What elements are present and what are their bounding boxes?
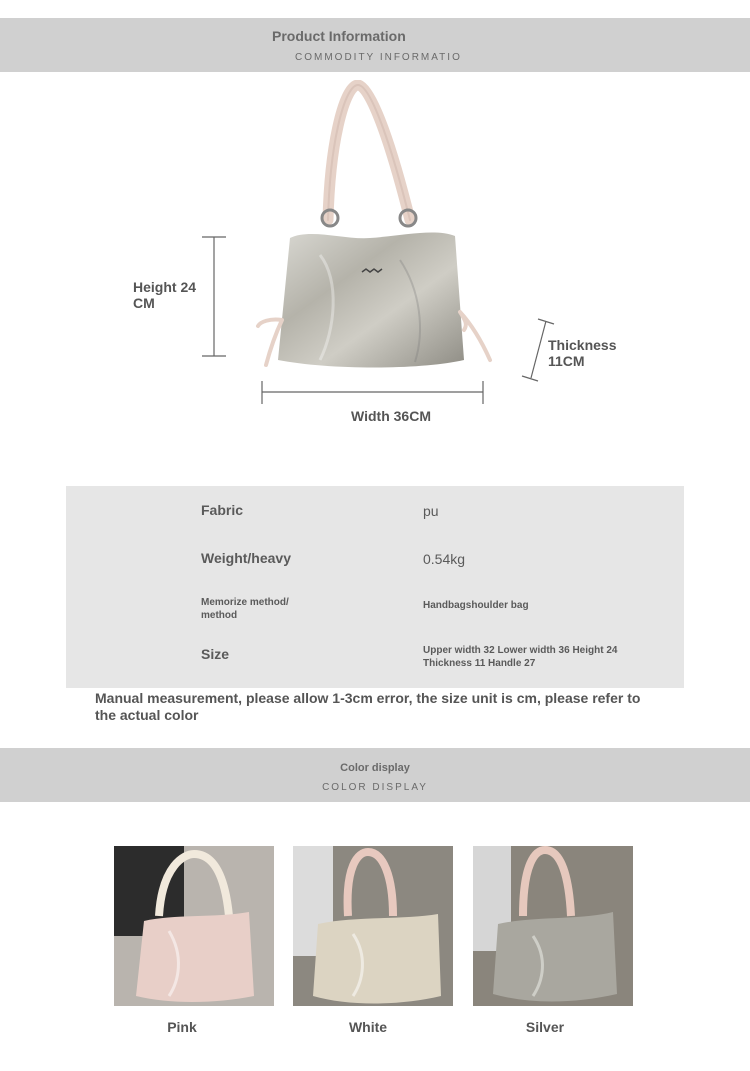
spec-value-fabric: pu [423, 503, 439, 519]
color-swatch-white[interactable] [293, 846, 453, 1006]
height-label: Height 24 CM [133, 279, 197, 311]
color-display-banner [0, 748, 750, 802]
color-label-silver: Silver [525, 1019, 565, 1035]
color-label-white: White [348, 1019, 388, 1035]
color-label-pink: Pink [167, 1019, 197, 1035]
section-title: Color display [340, 762, 410, 774]
spec-key-method: Memorize method/ method [201, 597, 289, 621]
measurement-note: Manual measurement, please allow 1-3cm error, the size unit is cm, please refer to the actual color [95, 690, 641, 723]
color-swatch-pink[interactable] [114, 846, 274, 1006]
spec-value-weight: 0.54kg [423, 551, 466, 567]
spec-key-fabric: Fabric [201, 502, 244, 518]
spec-value-method: Handbagshoulder bag [423, 600, 529, 611]
section-title: Product Information [272, 28, 406, 44]
width-label: Width 36CM [351, 408, 431, 424]
section-subtitle: COLOR DISPLAY [322, 782, 428, 793]
thickness-dimension-line [531, 321, 546, 378]
spec-value-size: Upper width 32 Lower width 36 Height 24 Thickness 11 Handle 27 [423, 645, 618, 669]
spec-table [66, 486, 684, 688]
bag-product-image [250, 80, 500, 380]
product-info-banner [0, 18, 750, 72]
color-swatch-silver[interactable] [473, 846, 633, 1006]
section-subtitle: COMMODITY INFORMATIO [295, 52, 462, 63]
spec-key-size: Size [201, 646, 230, 662]
spec-key-weight: Weight/heavy [201, 550, 291, 566]
thickness-label: Thickness 11CM [548, 337, 617, 369]
